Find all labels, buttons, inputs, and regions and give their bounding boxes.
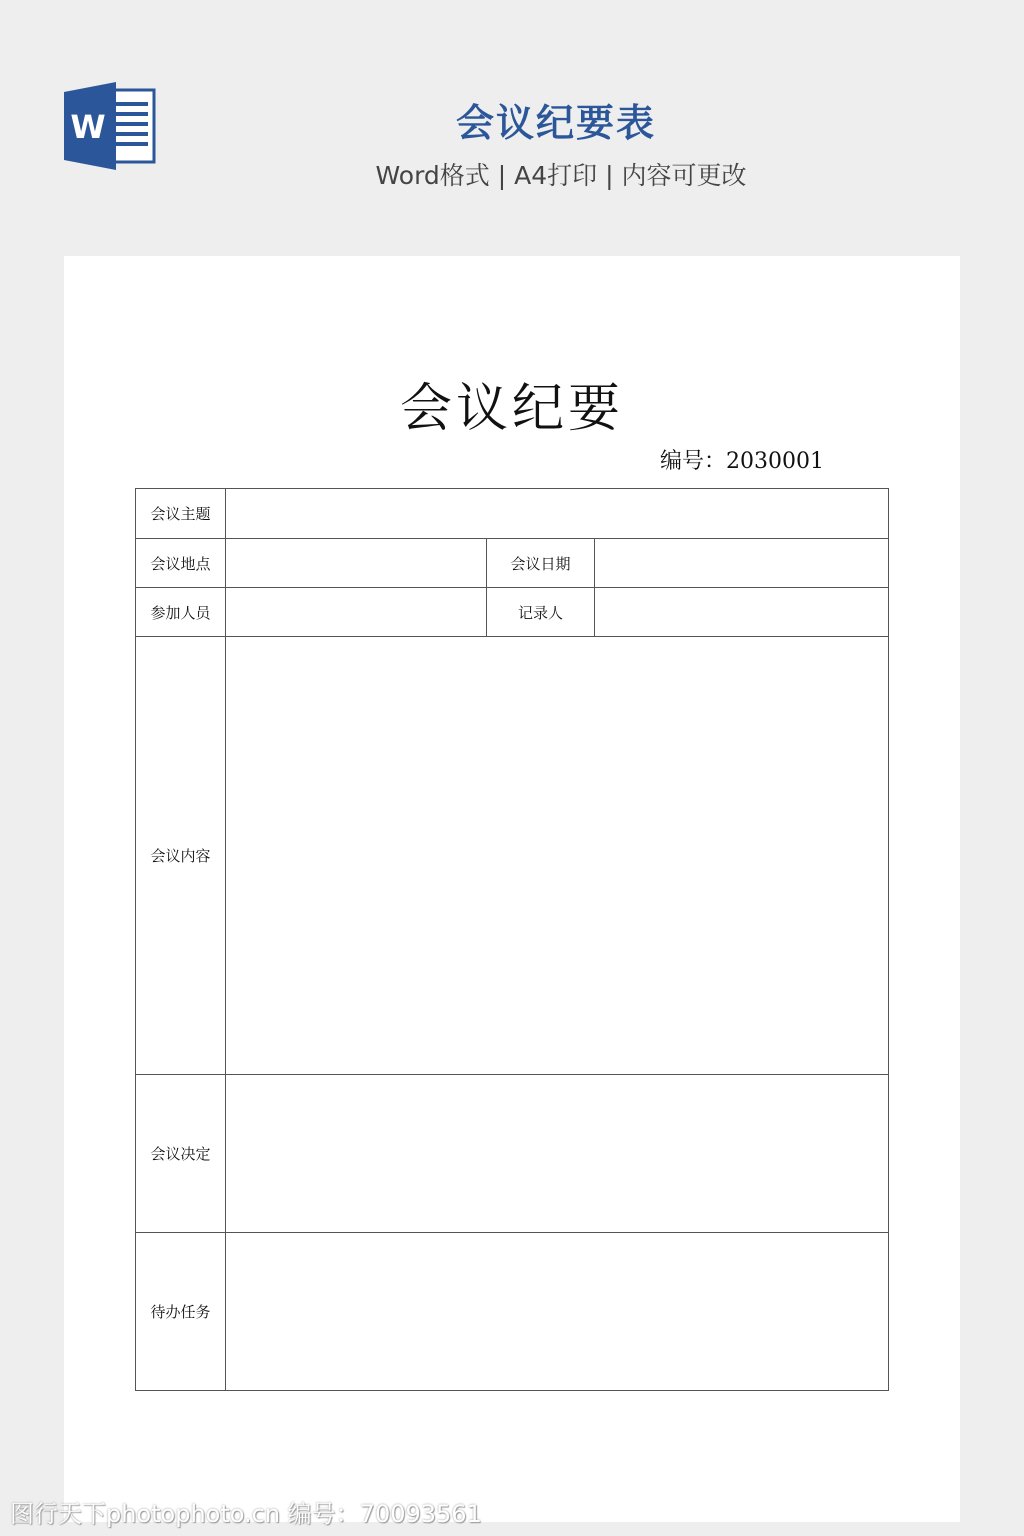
watermark: 图行天下photophoto.cn 编号：70093561 (10, 1500, 482, 1528)
svg-text:W: W (70, 108, 106, 146)
minutes-form-table (135, 488, 889, 1391)
location-label: 会议地点 (136, 539, 226, 588)
date-label: 会议日期 (487, 539, 595, 588)
topic-label: 会议主题 (136, 489, 226, 539)
recorder-field[interactable] (595, 588, 889, 637)
banner-title: 会议纪要表 (455, 101, 656, 145)
decision-field[interactable] (226, 1075, 889, 1233)
attendees-label: 参加人员 (136, 588, 226, 637)
content-label: 会议内容 (136, 637, 226, 1075)
banner-subtitle: Word格式 | A4打印 | 内容可更改 (375, 161, 747, 190)
location-field[interactable] (226, 539, 487, 588)
serial-value: 2030001 (726, 449, 824, 474)
content-field[interactable] (226, 637, 889, 1075)
attendees-field[interactable] (226, 588, 487, 637)
recorder-label: 记录人 (487, 588, 595, 637)
decision-label: 会议决定 (136, 1075, 226, 1233)
date-field[interactable] (595, 539, 889, 588)
todo-label: 待办任务 (136, 1233, 226, 1391)
document-title: 会议纪要 (399, 379, 624, 439)
todo-field[interactable] (226, 1233, 889, 1391)
serial-label: 编号： (660, 449, 727, 474)
topic-field[interactable] (226, 489, 889, 539)
serial-number (660, 444, 824, 475)
document-page (64, 256, 960, 1522)
